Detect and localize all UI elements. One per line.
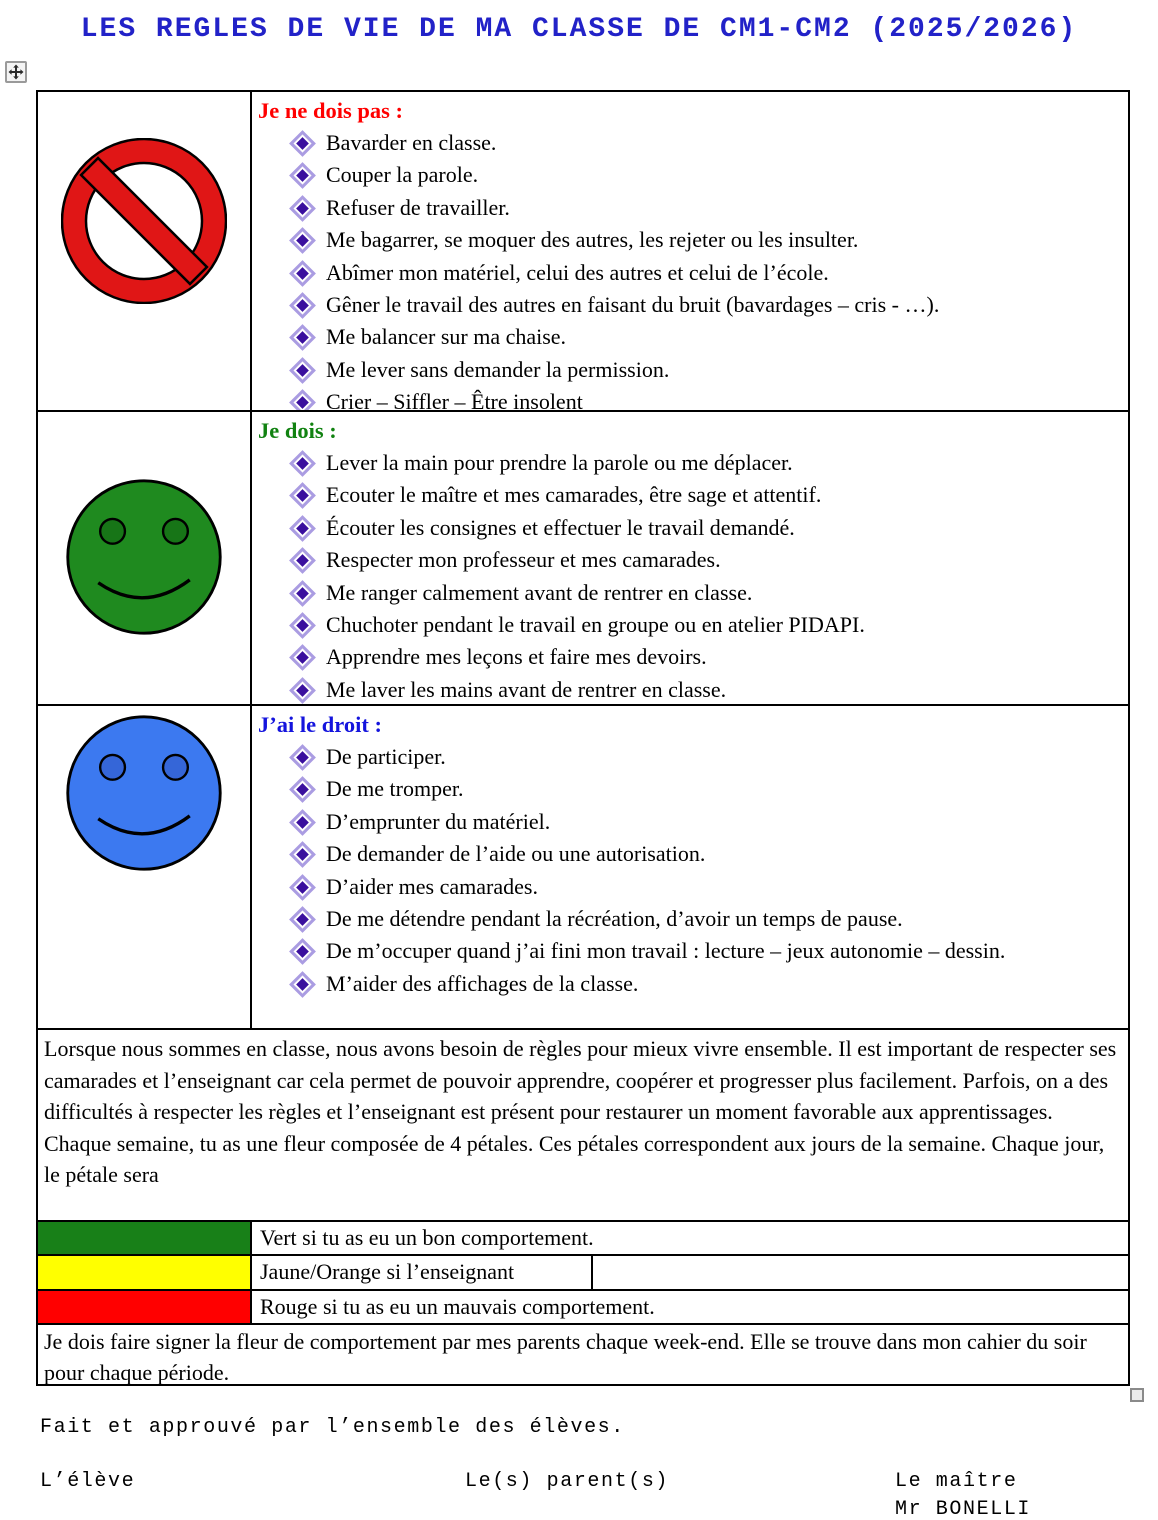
diamond-bullet-icon [293,296,311,314]
rule-item [292,386,1122,410]
diamond-bullet-icon [293,329,311,347]
signature-student: L’élève [40,1470,136,1493]
rule-item [292,127,1122,159]
rule-text: De me tromper. [326,776,464,802]
rule-item [292,224,1122,256]
legend-row-yellow [38,1256,1128,1291]
rule-text: Refuser de travailler. [326,194,510,220]
rule-item [292,741,1122,773]
diamond-bullet-icon [293,487,311,505]
diamond-bullet-icon [293,975,311,993]
rule-text: M’aider des affichages de la classe. [326,970,639,996]
diamond-bullet-icon [293,846,311,864]
rule-text: Me ranger calmement avant de rentrer en classe. [326,579,753,605]
rule-text: Couper la parole. [326,162,479,188]
rule-item [292,806,1122,838]
rule-item [292,321,1122,353]
section-heading-interdictions: Je ne dois pas : [258,98,404,123]
green-smiley-icon [63,476,225,638]
blue-smiley-icon [63,712,225,874]
icon-cell [38,706,252,1028]
diamond-bullet-icon [293,813,311,831]
diamond-bullet-icon [293,199,311,217]
move-icon [8,64,24,80]
legend-row-green [38,1222,1128,1256]
signature-parents: Le(s) parent(s) [465,1470,670,1493]
table-move-handle[interactable] [5,61,27,83]
teacher-name: Mr BONELLI [895,1498,1032,1520]
section-content [252,412,1128,704]
rule-item [292,903,1122,935]
section-row-obligations [38,412,1128,706]
rule-item [292,674,1122,704]
rules-list-droits [256,741,1122,1000]
diamond-bullet-icon [293,264,311,282]
diamond-bullet-icon [293,134,311,152]
diamond-bullet-icon [293,167,311,185]
rule-item [292,838,1122,870]
section-row-droits [38,706,1128,1030]
diamond-bullet-icon [293,748,311,766]
rule-text: De participer. [326,744,446,769]
rule-text: Gêner le travail des autres en faisant du bruit (bavardages – cris - …). [326,292,940,318]
rule-item [292,609,1122,641]
diamond-bullet-icon [293,649,311,667]
rule-item [292,447,1122,479]
rule-text: Chuchoter pendant le travail en groupe ou en atelier PIDAPI. [326,612,865,638]
section-content [252,706,1128,1028]
rule-text: Crier – Siffler – Être insolent [326,389,583,410]
closing-paragraph: Je dois faire signer la fleur de comportement par mes parents chaque week-end. Elle se trouve dans mon cahier du soir pour chaque période. [44,1329,1087,1384]
rule-text: Abîmer mon matériel, celui des autres et celui de l’école. [326,259,829,285]
diamond-bullet-icon [293,232,311,250]
rule-text: Me bagarrer, se moquer des autres, les rejeter ou les insulter. [326,227,859,253]
rule-text: De me détendre pendant la récréation, d’avoir un temps de pause. [326,906,903,932]
diamond-bullet-icon [293,910,311,928]
prohibition-icon [61,138,227,304]
diamond-bullet-icon [293,681,311,699]
explanation-paragraph [38,1030,1128,1222]
diamond-bullet-icon [293,616,311,634]
rule-text: Me balancer sur ma chaise. [326,324,567,350]
legend-label-green: Vert si tu as eu un bon comportement. [260,1225,594,1250]
rule-text: Apprendre mes leçons et faire mes devoirs. [326,644,707,670]
rule-item [292,354,1122,386]
section-heading-obligations: Je dois : [258,418,337,443]
diamond-bullet-icon [293,361,311,379]
rule-text: Bavarder en classe. [326,130,497,155]
icon-cell [38,412,252,704]
rule-item [292,479,1122,511]
diamond-bullet-icon [293,584,311,602]
rule-item [292,968,1122,1000]
rule-item [292,192,1122,224]
rule-text: Ecouter le maître et mes camarades, être sage et attentif. [326,482,822,508]
section-heading-droits: J’ai le droit : [258,712,382,737]
rule-text: Écouter les consignes et effectuer le travail demandé. [326,514,795,540]
green-swatch [38,1222,252,1254]
rule-text: De demander de l’aide ou une autorisation. [326,841,706,867]
rule-item [292,871,1122,903]
legend-label-yellow: Jaune/Orange si l’enseignant [252,1256,593,1289]
rule-item [292,577,1122,609]
rule-item [292,512,1122,544]
diamond-bullet-icon [293,394,311,410]
rule-item [292,773,1122,805]
paragraph-text: Chaque semaine, tu as une fleur composée de 4 pétales. Ces pétales correspondent aux jours de la semaine. Chaque jour, le pétale sera [44,1130,1105,1188]
rule-text: Lever la main pour prendre la parole ou me déplacer. [326,450,793,475]
rule-item [292,544,1122,576]
rule-text: Me laver les mains avant de rentrer en classe. [326,676,727,702]
approval-line: Fait et approuvé par l’ensemble des élèves. [40,1416,625,1439]
rule-item [292,289,1122,321]
rules-list-obligations [256,447,1122,704]
yellow-swatch [38,1256,252,1289]
rule-item [292,159,1122,191]
diamond-bullet-icon [293,878,311,896]
rule-item [292,257,1122,289]
rule-text: Respecter mon professeur et mes camarades. [326,547,721,573]
rule-text: Me lever sans demander la permission. [326,356,670,382]
rule-item [292,935,1122,967]
page-title: LES REGLES DE VIE DE MA CLASSE DE CM1-CM2 (2025/2026) [80,14,1078,45]
rules-table [36,90,1130,1386]
diamond-bullet-icon [293,454,311,472]
diamond-bullet-icon [293,519,311,537]
red-swatch [38,1291,252,1323]
rule-item [292,641,1122,673]
icon-cell [38,92,252,410]
rules-list-interdictions [256,127,1122,410]
paragraph-text: Lorsque nous sommes en classe, nous avons besoin de règles pour mieux vivre ensemble. Il est important de respecter ses camarades et l’enseignant car cela permet de pouvoir apprendre, coopérer et progresser plus facilement. Parfois, on a des difficultés à respecter les règles et l’enseignant est présent pour restaurer un moment favorable aux apprentissages. [44,1036,1117,1125]
legend-label-red: Rouge si tu as eu un mauvais comportement. [260,1294,655,1319]
diamond-bullet-icon [293,552,311,570]
diamond-bullet-icon [293,943,311,961]
section-row-interdictions [38,92,1128,412]
rule-text: D’emprunter du matériel. [326,808,551,834]
signature-teacher: Le maître [895,1470,1018,1493]
rule-text: De m’occuper quand j’ai fini mon travail : lecture – jeux autonomie – dessin. [326,938,1006,964]
legend-row-red [38,1291,1128,1325]
rule-text: D’aider mes camarades. [326,873,538,899]
section-content [252,92,1128,410]
legend-split-cell [252,1256,1128,1289]
table-resize-handle[interactable] [1130,1388,1144,1402]
diamond-bullet-icon [293,781,311,799]
